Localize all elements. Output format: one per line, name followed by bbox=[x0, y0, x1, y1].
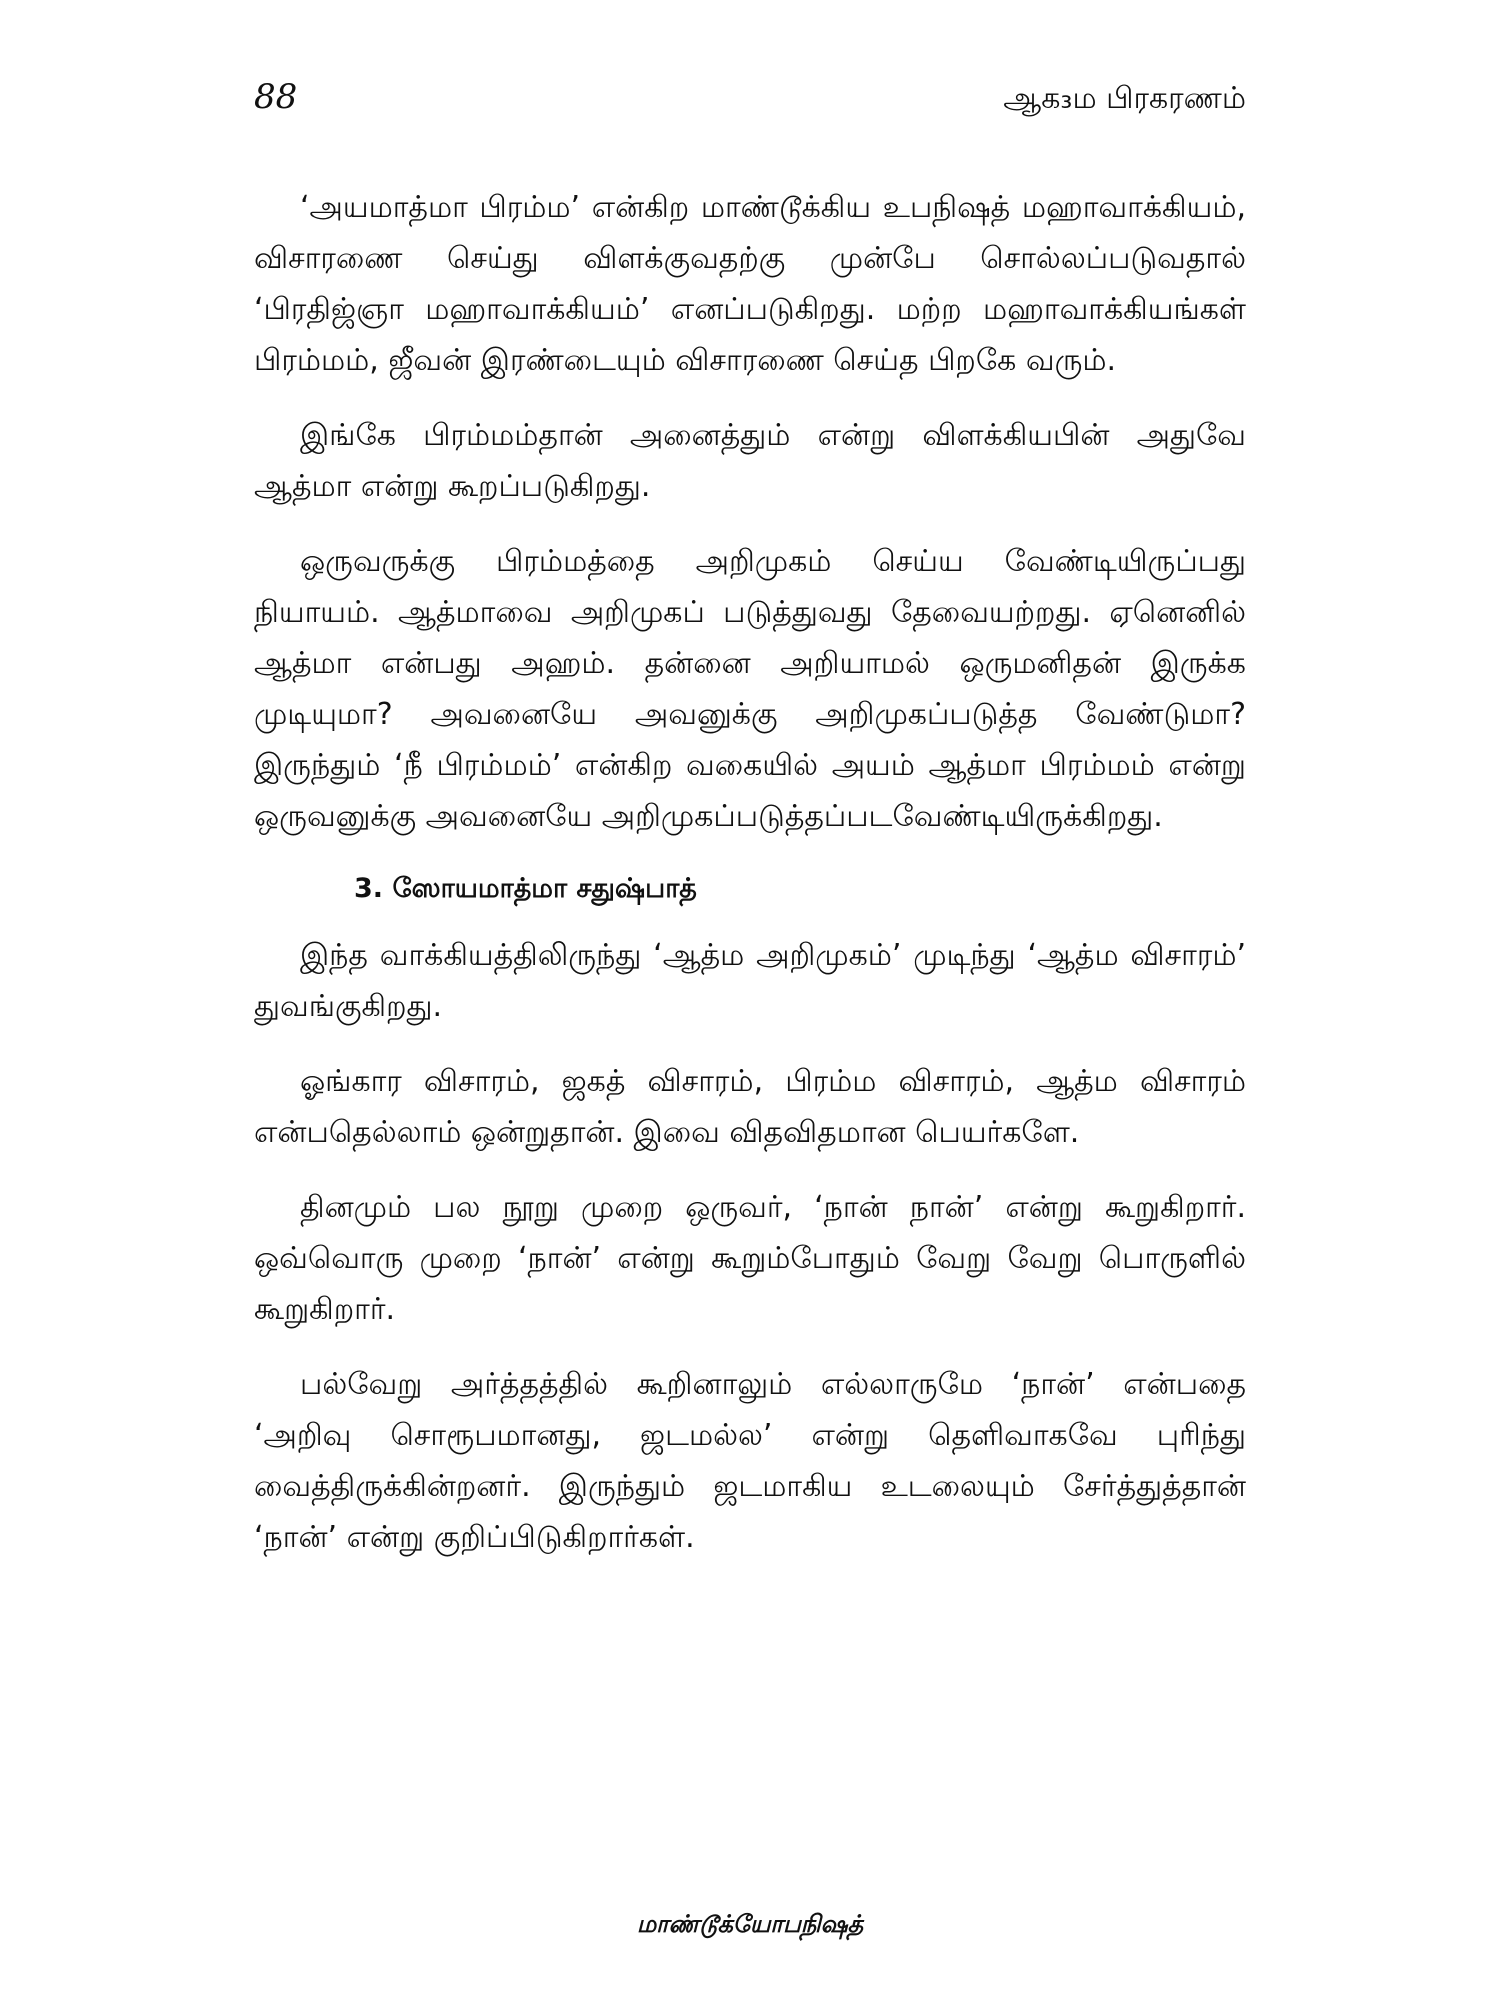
paragraph-1: ‘அயமாத்மா பிரம்ம’ என்கிற மாண்டூக்கிய உபநிஷத் மஹாவாக்கியம், விசாரணை செய்து விளக்குவதற்கு முன்பே சொல்லப்படுவதால் ‘பிரதிஜ்ஞா மஹாவாக்கியம்’ எனப்படுகிறது. மற்ற மஹாவாக்கியங்கள் பிரம்மம், ஜீவன் இரண்டையும் விசாரணை செய்த பிறகே வரும். bbox=[254, 190, 1246, 378]
paragraph-3: ஒருவருக்கு பிரம்மத்தை அறிமுகம் செய்ய வேண்டியிருப்பது நியாயம். ஆத்மாவை அறிமுகப் படுத்துவது தேவையற்றது. ஏனெனில் ஆத்மா என்பது அஹம். தன்னை அறியாமல் ஒருமனிதன் இருக்க முடியுமா? அவனையே அவனுக்கு அறிமுகப்படுத்த வேண்டுமா? இருந்தும் ‘நீ பிரம்மம்’ என்கிற வகையில் அயம் ஆத்மா பிரம்மம் என்று ஒருவனுக்கு அவனையே அறிமுகப்படுத்தப்படவேண்டியிருக்கிறது. bbox=[254, 544, 1246, 834]
section-paragraph-4: பல்வேறு அர்த்தத்தில் கூறினாலும் எல்லாருமே ‘நான்’ என்பதை ‘அறிவு சொரூபமானது, ஜடமல்ல’ என்று தெளிவாகவே புரிந்து வைத்திருக்கின்றனர். இருந்தும் ஜடமாகிய உடலையும் சேர்த்துத்தான் ‘நான்’ என்று குறிப்பிடுகிறார்கள். bbox=[254, 1367, 1246, 1555]
section-paragraph-3: தினமும் பல நூறு முறை ஒருவர், ‘நான் நான்’ என்று கூறுகிறார். ஒவ்வொரு முறை ‘நான்’ என்று கூறும்போதும் வேறு வேறு பொருளில் கூறுகிறார். bbox=[254, 1190, 1246, 1327]
section-heading: 3. ஸோயமாத்மா சதுஷ்பாத் bbox=[354, 873, 697, 904]
page-footer: மாண்டூக்யோபநிஷத் bbox=[636, 1910, 864, 1938]
paragraph-2: இங்கே பிரம்மம்தான் அனைத்தும் என்று விளக்கியபின் அதுவே ஆத்மா என்று கூறப்படுகிறது. bbox=[254, 418, 1246, 504]
section-paragraph-2: ஓங்கார விசாரம், ஜகத் விசாரம், பிரம்ம விசாரம், ஆத்ம விசாரம் என்பதெல்லாம் ஒன்றுதான். இவை விதவிதமான பெயர்களே. bbox=[254, 1064, 1246, 1150]
section-paragraph-1: இந்த வாக்கியத்திலிருந்து ‘ஆத்ம அறிமுகம்’ முடிந்து ‘ஆத்ம விசாரம்’ துவங்குகிறது. bbox=[254, 938, 1246, 1024]
page-body bbox=[254, 182, 1246, 1587]
running-header: ஆக₃ம பிரகரணம் bbox=[1003, 81, 1246, 116]
page-number: 88 bbox=[254, 77, 298, 117]
